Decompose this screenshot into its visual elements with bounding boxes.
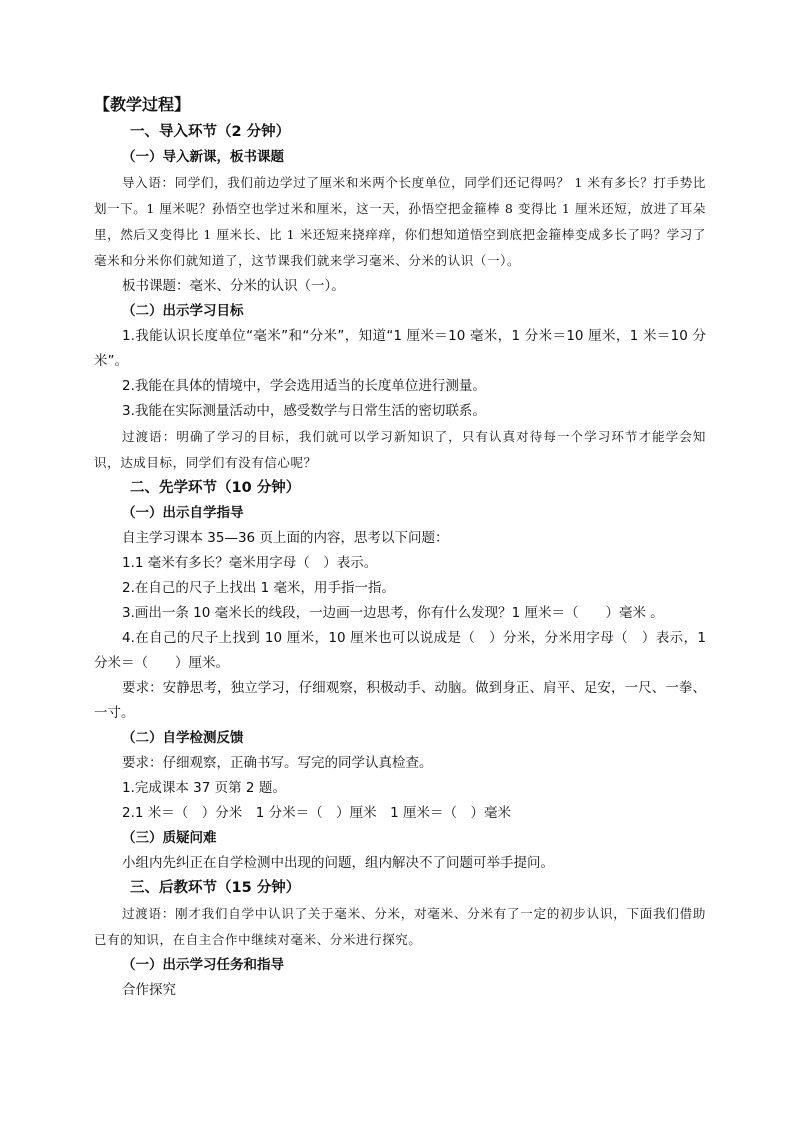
- part2-sub3-heading: （三）质疑问难: [122, 830, 217, 846]
- requirement-1: 要求：安静思考，独立学习，仔细观察，积极动手、动脑。做到身正、肩平、足安，一尺、一拳、一寸。: [94, 680, 706, 721]
- goal-1: 1.我能认识长度单位“毫米”和“分米”，知道“1 厘米＝10 毫米，1 分米＝10 厘米，1 米＝10 分米”。: [94, 328, 706, 369]
- check-item-1: 1.完成课本 37 页第 2 题。: [122, 780, 286, 796]
- goal-3: 3.我能在实际测量活动中，感受数学与日常生活的密切联系。: [122, 403, 486, 419]
- intro-paragraph: 导入语：同学们，我们前边学过了厘米和米两个长度单位，同学们还记得吗？ 1 米有多长？打手势比划一下。1 厘米呢？孙悟空也学过米和厘米，这一天，孙悟空把金箍棒 8 变得比 1 厘米还短，放进了耳朵里，然后又变得比 1 厘米长、比 1 米还短来挠痒痒，你们想知道悟空到底把金箍棒变成多长了吗？学习了毫米和分米你们就知道了，这节课我们就来学习毫米、分米的认识（一）。: [94, 175, 706, 268]
- part1-sub2-heading: （二）出示学习目标: [122, 303, 244, 319]
- transition-paragraph-1: 过渡语：明确了学习的目标，我们就可以学习新知识了，只有认真对待每一个学习环节才能学会知识，达成目标，同学们有没有信心呢？: [94, 429, 706, 470]
- board-title-line: 板书课题：毫米、分米的认识（一）。: [122, 278, 345, 294]
- document-page: [94, 92, 706, 1003]
- question-3: 3.画出一条 10 毫米长的线段，一边画一边思考，你有什么发现？1 厘米＝（ ）毫米 。: [122, 605, 664, 621]
- part2-sub1-heading: （一）出示自学指导: [122, 505, 244, 521]
- part2-heading: 二、先学环节（10 分钟）: [130, 480, 301, 496]
- part1-heading: 一、导入环节（2 分钟）: [130, 124, 291, 140]
- goal-2: 2.我能在具体的情境中，学会选用适当的长度单位进行测量。: [122, 378, 486, 394]
- question-1: 1.1 毫米有多长？毫米用字母（ ）表示。: [122, 555, 378, 571]
- question-4: 4.在自己的尺子上找到 10 厘米，10 厘米也可以说成是（ ）分米，分米用字母（ ）表示，1 分米＝（ ）厘米。: [94, 630, 706, 671]
- part3-sub1-heading: （一）出示学习任务和指导: [122, 957, 284, 973]
- transition-paragraph-2: 过渡语：刚才我们自学中认识了关于毫米、分米，对毫米、分米有了一定的初步认识，下面我们借助已有的知识，在自主合作中继续对毫米、分米进行探究。: [94, 906, 706, 947]
- part2-sub2-heading: （二）自学检测反馈: [122, 730, 244, 746]
- part3-heading: 三、后教环节（15 分钟）: [130, 880, 301, 896]
- self-study-lead: 自主学习课本 35—36 页上面的内容，思考以下问题：: [122, 530, 449, 546]
- requirement-2: 要求：仔细观察，正确书写。写完的同学认真检查。: [122, 755, 433, 771]
- question-discussion-text: 小组内先纠正在自学检测中出现的问题，组内解决不了问题可举手提问。: [122, 855, 554, 871]
- check-item-2: 2.1 米＝（ ）分米 1 分米＝（ ）厘米 1 厘米＝（ ）毫米: [122, 805, 512, 821]
- section-title: 【教学过程】: [94, 95, 191, 114]
- part1-sub1-heading: （一）导入新课，板书课题: [122, 149, 284, 165]
- question-2: 2.在自己的尺子上找出 1 毫米，用手指一指。: [122, 580, 396, 596]
- cooperative-exploration: 合作探究: [122, 982, 176, 998]
